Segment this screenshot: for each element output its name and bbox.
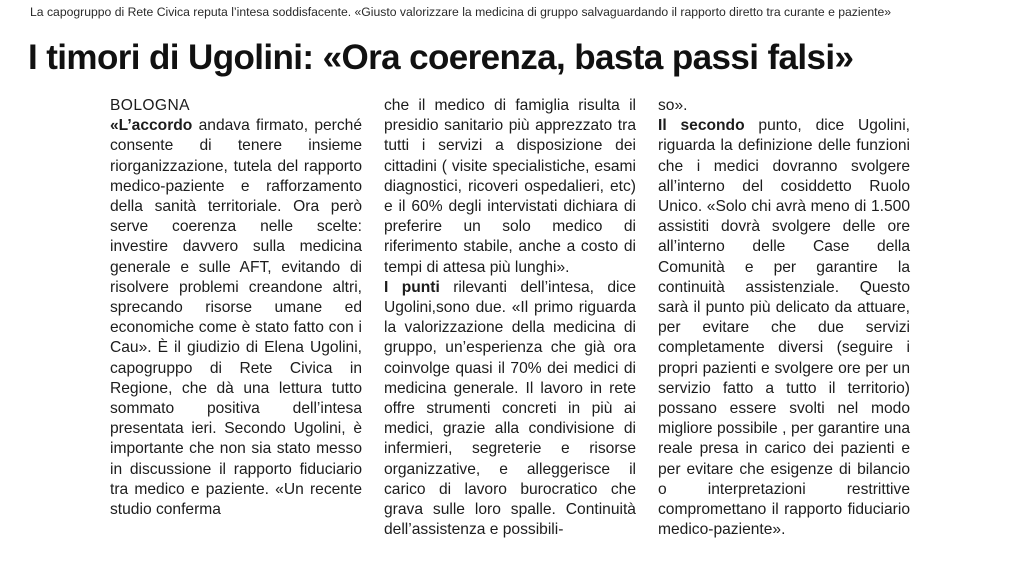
article-headline: I timori di Ugolini: «Ora coerenza, basta passi falsi» (28, 38, 854, 77)
article-column-2 (384, 96, 636, 540)
article-subhead: La capogruppo di Rete Civica reputa l’intesa soddisfacente. «Giusto valorizzare la medicina di gruppo salvaguardando il rapporto diretto tra curante e paziente» (30, 5, 892, 19)
column-1-lead: «L’accordo (110, 117, 193, 135)
column-1-paragraph (110, 116, 362, 520)
column-3-text: punto, dice Ugolini, riguarda la definizione delle funzioni che i medici dovranno svolgere all’interno del cosiddetto Ruolo Unico. «Solo chi avrà meno di 1.500 assistiti dovrà svolgere delle ore all’interno delle Case della Comunità e per garantire la continuità assistenziale. Questo sarà il punto più delicato da attuare, per evitare che due servizi completamente diversi (seguire i propri pazienti e svolgere ore per un servizio fatto a tutto il territorio) possano essere svolti nel modo migliore possibile , per garantire una reale presa in carico dei pazienti e per evitare che esigenze di bilancio o interpretazioni restrittive compromettano il rapporto fiduciario medico-paziente». (658, 117, 910, 539)
column-1-text: andava firmato, perché consente di tenere insieme riorganizzazione, tutela del rapporto medico-paziente e rafforzamento della sanità territoriale. Ora però serve coerenza nelle scelte: investire davvero sulla medicina generale e sulle AFT, evitando di risolvere problemi creandone altri, sprecando risorse umane ed economiche come è stato fatto con i Cau». È il giudizio di Elena Ugolini, capogruppo di Rete Civica in Regione, che dà una lettura tutto sommato positiva dell’intesa presentata ieri. Secondo Ugolini, è importante che non sia stato messo in discussione il rapporto fiduciario tra medico e paziente. «Un recente studio conferma (110, 117, 362, 519)
column-3-paragraph-a: so». (658, 97, 688, 114)
column-3-lead: Il secondo (658, 117, 745, 135)
column-2-paragraph-b (384, 278, 636, 541)
article-column-3 (658, 96, 910, 540)
column-2-text: rilevanti dell’intesa, dice Ugolini,sono due. «Il primo riguarda la valorizzazione della medicina di gruppo, un’esperienza che già ora coinvolge quasi il 70% dei medici di medicina generale. Il lavoro in rete offre strumenti concreti in più ai medici, grazie alla condivisione di infermieri, segreterie e risorse organizzative, e alleggerisce il carico di lavoro burocratico che grava sulle loro spalle. Continuità dell’assistenza e possibili- (384, 278, 636, 539)
article-column-1 (110, 96, 362, 520)
article-dateline: BOLOGNA (110, 97, 190, 114)
column-2-paragraph-a: che il medico di famiglia risulta il presidio sanitario più apprezzato tra tutti i servizi a disposizione dei cittadini ( visite specialistiche, esami diagnostici, ricoveri ospedalieri, etc) e il 60% degli intervistati dichiara di preferire un solo medico di riferimento stabile, anche a costo di tempi di attesa più lunghi». (384, 97, 636, 276)
column-3-paragraph-b (658, 116, 910, 540)
column-2-lead: I punti (384, 278, 440, 296)
